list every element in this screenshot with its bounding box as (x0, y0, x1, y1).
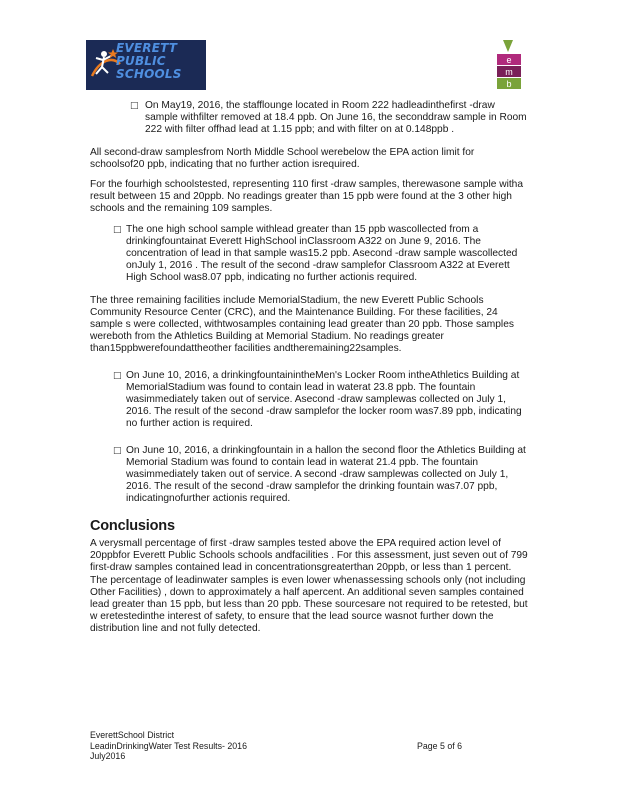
logo-line-1: EVERETT (116, 41, 178, 55)
emb-letter-e: e (506, 55, 512, 65)
bullet-marker-icon: □ (113, 224, 122, 235)
paragraph: The three remaining facilities include MemorialStadium, the new Everett Public Schools Community Resource Center (CRC), and the Maintenance Building. For these facilities, 24 sample s were collected, withtwosamples containing lead greater than 20 ppb. Those samples wereboth from the Athletics Building at Memorial Stadium. No readings greater than15ppbwerefoundattheother facilities andtheremaining22samples. (90, 294, 514, 355)
footer-line: July2016 (90, 751, 126, 761)
logo-line-3: SCHOOLS (116, 67, 182, 81)
page-number: Page 5 of 6 (417, 740, 462, 751)
footer-line: LeadinDrinkingWater Test Results- 2016 (90, 740, 247, 751)
bullet-text: The one high school sample withlead greater than 15 ppb wascollected from a drinkingfountainat Everett HighSchool inClassroom A322 on June 9, 2016. The concentration of lead in that sample was15.2 ppb. Asecond -draw sample wascollected onJuly 1, 2016 . The result of the second -draw samplefor Classroom A322 at Everett High School was8.07 ppb, indicating no further actionis required. (126, 223, 518, 284)
logo-wordmark (116, 42, 206, 81)
section-heading: Conclusions (90, 517, 175, 534)
paragraph: All second-draw samplesfrom North Middle School werebelow the EPA action limit for schoolsof20 ppb, indicating that no further action isrequired. (90, 146, 475, 170)
bullet-text: On May19, 2016, the stafflounge located in Room 222 hadleadinthefirst -draw sample withfilter removed at 18.4 ppb. On June 16, the seconddraw sample in Room 222 with filter offhad lead at 1.15 ppb; and with filter on at 0.148ppb . (145, 100, 527, 136)
emb-letter-b: b (506, 79, 512, 89)
logo-line-2: PUBLIC (116, 54, 166, 68)
emb-leaf-icon (503, 40, 513, 52)
bullet-marker-icon: □ (130, 101, 139, 111)
emb-logo (497, 40, 523, 90)
paragraph: A verysmall percentage of first -draw samples tested above the EPA required action level of 20ppbfor Everett Public Schools schools andfacilities . For this assessment, just seven out of 799 first-draw samples contained lead in concentrationsgreaterthan 20ppb, or less than 1 percent. The percentage of leadinwater samples is even lower whenassessing schools only (not including Other Facilities) , down to approximately a half apercent. An additional seven samples contained lead greater than 15 ppb, but less than 20 ppb. These sourcesare not required to be retested, but w eretestedinthe interest of safety, to ensure that the lead source wasnot further down the distribution line and not fully detected. (90, 537, 528, 635)
bullet-item (90, 445, 530, 506)
bullet-marker-icon: □ (113, 370, 122, 381)
page-footer (90, 730, 530, 762)
bullet-marker-icon: □ (113, 445, 122, 456)
bullet-text: On June 10, 2016, a drinkingfountainintheMen's Locker Room intheAthletics Building at MemorialStadium was found to contain lead in waterat 23.8 ppb. The fountain wasimmediately taken out of service. Asecond -draw samplewas collected on July 1, 2016. The result of the second -draw samplefor the locker room was7.89 ppb, indicating no further action is required. (126, 369, 522, 430)
bullet-item (90, 370, 530, 431)
bullet-item (90, 100, 530, 137)
bullet-text: On June 10, 2016, a drinkingfountain in a hallon the second floor the Athletics Building at Memorial Stadium was found to contain lead in waterat 21.4 ppb. The fountain wasimmediately taken out of service. A second -draw samplewas collected on July 1, 2016. The result of the second -draw samplefor the drinking fountain was7.07 ppb, indicatingnofurther actionis required. (126, 444, 526, 505)
emb-letter-m: m (505, 67, 513, 77)
document-body (90, 100, 530, 644)
logo-figure-head (101, 51, 107, 57)
bullet-item (90, 224, 530, 285)
paragraph: For the fourhigh schoolstested, representing 110 first -draw samples, therewasone sample witha result between 15 and 20ppb. No readings greater than 15 ppb were found at the 3 other high schools and the remaining 109 samples. (90, 179, 523, 215)
footer-line: EverettSchool District (90, 730, 175, 740)
